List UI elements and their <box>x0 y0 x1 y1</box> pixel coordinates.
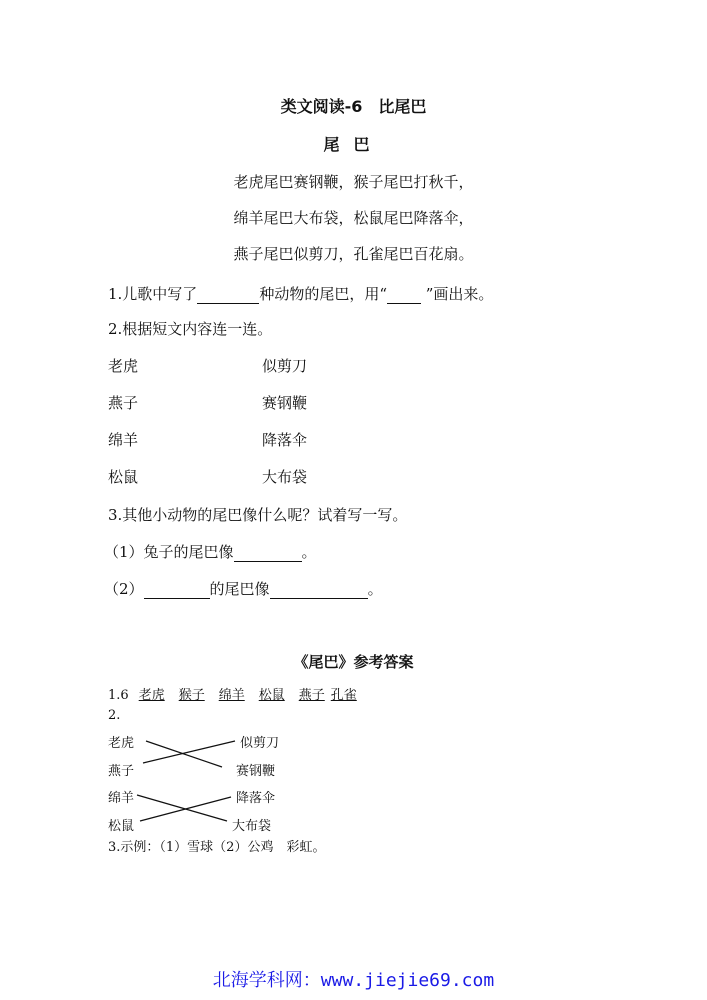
question-2: 2.根据短文内容连一连。 <box>108 320 273 338</box>
footer-url[interactable]: www.jiejie69.com <box>320 970 495 991</box>
match-left-item[interactable]: 燕子 <box>108 394 139 412</box>
q3-s2-text: （2） <box>104 580 144 598</box>
answer-match-left: 绵羊 <box>108 791 135 806</box>
answer-3: 3.示例：（1）雪球（2）公鸡 彩虹。 <box>108 840 326 855</box>
answer-1-prefix: 1.6 <box>108 688 129 703</box>
match-line-sheep <box>137 795 227 821</box>
answer-1-item: 燕子 <box>298 688 325 703</box>
match-line-squirrel <box>140 797 231 821</box>
answers-title: 《尾巴》参考答案 <box>293 653 414 671</box>
q1-text-c: ”画出来。 <box>425 285 494 303</box>
answer-1-item: 绵羊 <box>218 688 245 703</box>
q3-s1-blank[interactable] <box>234 543 302 562</box>
q3-s2-blank-animal[interactable] <box>144 580 210 599</box>
answer-1-item: 老虎 <box>138 688 165 703</box>
match-line-swallow <box>143 741 235 763</box>
answer-match-left: 老虎 <box>108 736 135 751</box>
poem-title: 尾巴 <box>323 135 384 154</box>
answer-match-left: 松鼠 <box>108 819 135 834</box>
q1-blank-count[interactable] <box>197 285 259 304</box>
answer-match-right: 赛钢鞭 <box>236 764 276 779</box>
q1-blank-mark <box>387 285 421 304</box>
match-right-item[interactable]: 似剪刀 <box>262 357 308 375</box>
q3-s1-text: （1）兔子的尾巴像 <box>104 543 234 561</box>
answer-1-item: 松鼠 <box>258 688 285 703</box>
answer-1-item: 孔雀 <box>330 688 357 703</box>
answer-match-right: 大布袋 <box>232 819 272 834</box>
match-left-item[interactable]: 绵羊 <box>108 431 139 449</box>
q3-s1-end: 。 <box>301 543 317 561</box>
match-right-item[interactable]: 降落伞 <box>262 431 308 449</box>
match-left-item[interactable]: 松鼠 <box>108 468 139 486</box>
footer-watermark <box>0 966 707 992</box>
question-1 <box>108 283 493 304</box>
answer-1-item: 猴子 <box>178 688 205 703</box>
match-left-item[interactable]: 老虎 <box>108 357 139 375</box>
answer-1 <box>108 684 371 703</box>
q1-text-a: 1.儿歌中写了 <box>108 285 198 303</box>
answer-2-label: 2. <box>108 708 121 723</box>
q3-s2-end: 。 <box>367 580 383 598</box>
page-title: 类文阅读-6 比尾巴 <box>280 97 427 116</box>
match-line-tiger <box>146 741 222 767</box>
poem-line: 燕子尾巴似剪刀，孔雀尾巴百花扇。 <box>233 245 474 263</box>
q3-sub-1 <box>104 541 317 562</box>
answer-match-left: 燕子 <box>108 764 135 779</box>
q3-s2-mid: 的尾巴像 <box>209 580 270 598</box>
q3-sub-2 <box>104 578 383 599</box>
poem-line: 绵羊尾巴大布袋，松鼠尾巴降落伞， <box>233 209 474 227</box>
match-right-item[interactable]: 赛钢鞭 <box>262 394 308 412</box>
footer-site-name: 北海学科网： <box>212 970 321 991</box>
question-3: 3.其他小动物的尾巴像什么呢？试着写一写。 <box>108 506 408 524</box>
q3-s2-blank-like[interactable] <box>270 580 368 599</box>
answer-match-right: 似剪刀 <box>240 736 280 751</box>
q1-text-b: 种动物的尾巴，用“ <box>259 285 387 303</box>
poem-line: 老虎尾巴赛钢鞭，猴子尾巴打秋千， <box>233 173 474 191</box>
answer-match-right: 降落伞 <box>236 791 276 806</box>
match-right-item[interactable]: 大布袋 <box>262 468 308 486</box>
